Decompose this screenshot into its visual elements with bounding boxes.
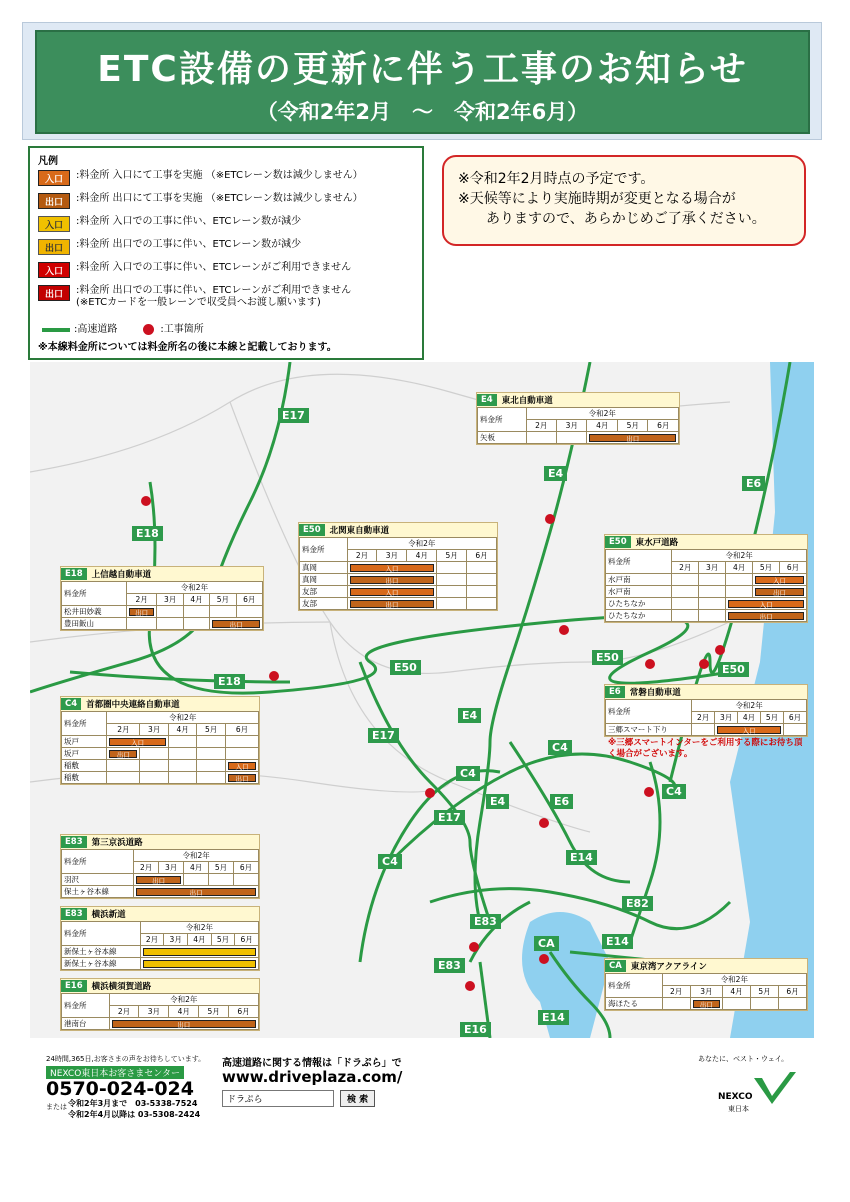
- year-header: 令和2年: [692, 700, 807, 712]
- month-header: 5月: [437, 550, 467, 562]
- site-dot-icon: [465, 981, 475, 991]
- e6-warning: ※三郷スマートインターをご利用する際にお待ち頂く場合がございます。: [608, 738, 803, 759]
- table-row: [606, 724, 807, 736]
- table-row: [62, 886, 259, 898]
- station-name: 保土ヶ谷本線: [62, 886, 134, 898]
- alt-label: または: [46, 1103, 67, 1111]
- work-period-bar: 出口: [728, 612, 804, 620]
- month-header: 6月: [225, 724, 258, 736]
- work-period-bar: 入口: [228, 762, 256, 770]
- route-badge: E18: [61, 568, 87, 580]
- alt-phone-1: 令和2年3月まで 03-5338-7524: [68, 1099, 198, 1108]
- route-label: C4: [662, 784, 686, 799]
- work-period-bar: 出口: [112, 1020, 256, 1028]
- station-name: 真岡: [300, 574, 348, 586]
- work-period-bar: 出口: [129, 608, 155, 616]
- work-period-bar: [143, 948, 256, 956]
- station-header: 料金所: [606, 550, 672, 574]
- table-row: [606, 586, 807, 598]
- route-label: E16: [460, 1022, 491, 1037]
- table-row: [62, 874, 259, 886]
- work-period-bar: [143, 960, 256, 968]
- station-header: 料金所: [62, 712, 107, 736]
- table-row: [300, 562, 497, 574]
- legend-item: [38, 170, 414, 191]
- table-row: [606, 598, 807, 610]
- schedule-notice: [442, 155, 806, 246]
- site-label: :工事箇所: [160, 323, 204, 335]
- month-header: 5月: [761, 712, 784, 724]
- work-period-bar: 出口: [228, 774, 256, 782]
- month-header: 2月: [672, 562, 699, 574]
- road-line-icon: [42, 328, 70, 332]
- site-dot-icon: [699, 659, 709, 669]
- title-banner: [35, 30, 810, 134]
- table-row: [478, 432, 679, 444]
- work-period-bar: 出口: [136, 876, 181, 884]
- month-header: 5月: [209, 862, 234, 874]
- month-header: 6月: [235, 934, 259, 946]
- route-label: E82: [622, 896, 653, 911]
- schedule-table: [61, 849, 259, 898]
- work-period-bar: 出口: [350, 576, 435, 584]
- road-label: :高速道路: [74, 323, 118, 335]
- panel-header: [61, 979, 259, 993]
- station-name: ひたちなか: [606, 598, 672, 610]
- panel-header: [299, 523, 497, 537]
- route-badge: E50: [299, 524, 325, 536]
- route-label: E6: [742, 476, 765, 491]
- route-name: 首都圏中央連絡自動車道: [86, 700, 180, 710]
- notice-line: ありますので、あらかじめご了承ください。: [486, 211, 766, 227]
- station-header: 料金所: [62, 582, 127, 606]
- route-label: E14: [538, 1010, 569, 1025]
- month-header: 5月: [211, 934, 235, 946]
- station-header: 料金所: [62, 994, 110, 1018]
- month-header: 4月: [726, 562, 753, 574]
- route-label: E18: [132, 526, 163, 541]
- station-name: 松井田妙義: [62, 606, 127, 618]
- table-row: [300, 574, 497, 586]
- nexco-logo-sub: 東日本: [728, 1105, 749, 1113]
- year-header: 令和2年: [134, 850, 259, 862]
- station-name: 羽沢: [62, 874, 134, 886]
- month-header: 5月: [750, 986, 778, 998]
- route-label: E50: [390, 660, 421, 675]
- station-name: 三郷スマート下り: [606, 724, 692, 736]
- table-row: [62, 736, 259, 748]
- schedule-panel: [60, 566, 264, 631]
- route-name: 東北自動車道: [501, 396, 553, 406]
- schedule-table: [605, 973, 807, 1010]
- month-header: 2月: [134, 862, 159, 874]
- table-row: [300, 598, 497, 610]
- info-text: 高速道路に関する情報は「ドラぷら」で: [222, 1058, 402, 1069]
- year-header: 令和2年: [347, 538, 496, 550]
- month-header: 2月: [347, 550, 377, 562]
- table-row: [606, 610, 807, 622]
- station-name: 矢板: [478, 432, 527, 444]
- legend-item: [38, 262, 414, 283]
- work-period-bar: 入口: [728, 600, 804, 608]
- site-dot-icon: [644, 787, 654, 797]
- site-dot-icon: [141, 496, 151, 506]
- month-header: 3月: [699, 562, 726, 574]
- month-header: 4月: [188, 934, 212, 946]
- notice-line: ※令和2年2月時点の予定です。: [458, 171, 655, 187]
- month-header: 4月: [169, 1006, 199, 1018]
- route-label: CA: [534, 936, 559, 951]
- month-header: 6月: [780, 562, 807, 574]
- site-dot-icon: [269, 671, 279, 681]
- route-map: [30, 362, 814, 1038]
- panel-header: [61, 835, 259, 849]
- route-badge: E50: [605, 536, 631, 548]
- panel-header: [61, 907, 259, 921]
- site-url[interactable]: www.driveplaza.com/: [222, 1068, 403, 1086]
- month-header: 2月: [109, 1006, 139, 1018]
- station-name: 豊田飯山: [62, 618, 127, 630]
- station-name: 友部: [300, 598, 348, 610]
- site-dot-icon: [539, 818, 549, 828]
- legend-item: [38, 193, 414, 214]
- year-header: 令和2年: [672, 550, 807, 562]
- site-dot-icon: [545, 514, 555, 524]
- work-period-bar: 入口: [350, 588, 435, 596]
- work-period-bar: 出口: [350, 600, 435, 608]
- table-row: [62, 606, 263, 618]
- schedule-table: [605, 699, 807, 736]
- route-label: E50: [718, 662, 749, 677]
- legend-badge: 出口: [38, 193, 70, 209]
- site-dot-icon: [425, 788, 435, 798]
- month-header: 3月: [139, 1006, 169, 1018]
- station-name: 水戸南: [606, 586, 672, 598]
- page-title: ETC設備の更新に伴う工事のお知らせ: [97, 49, 748, 90]
- station-name: 坂戸: [62, 736, 107, 748]
- legend-footnote: ※本線料金所については料金所名の後に本線と記載しております。: [38, 342, 337, 353]
- route-label: E4: [486, 794, 509, 809]
- month-header: 4月: [183, 594, 209, 606]
- work-period-bar: 出口: [589, 434, 676, 442]
- period-subtitle: （令和2年2月 ～ 令和2年6月）: [256, 100, 589, 124]
- station-name: 稲敷: [62, 760, 107, 772]
- station-name: 稲敷: [62, 772, 107, 784]
- month-header: 2月: [662, 986, 690, 998]
- panel-header: [61, 567, 263, 581]
- site-dot-icon: [539, 954, 549, 964]
- panel-header: [61, 697, 259, 711]
- route-label: C4: [378, 854, 402, 869]
- station-header: 料金所: [606, 700, 692, 724]
- route-name: 東京湾アクアライン: [630, 962, 707, 972]
- schedule-table: [605, 549, 807, 622]
- route-label: E4: [544, 466, 567, 481]
- legend-item: [38, 239, 414, 260]
- route-badge: C4: [61, 698, 81, 710]
- table-row: [62, 748, 259, 760]
- station-name: 港南台: [62, 1018, 110, 1030]
- legend-text: :料金所 出口にて工事を実施 （※ETCレーン数は減少しません）: [76, 193, 363, 204]
- site-dot-icon: [143, 324, 154, 335]
- month-header: 3月: [690, 986, 722, 998]
- month-header: 6月: [783, 712, 806, 724]
- legend-badge: 入口: [38, 170, 70, 186]
- route-name: 東水戸道路: [635, 538, 679, 548]
- schedule-panel: [60, 978, 260, 1031]
- schedule-table: [299, 537, 497, 610]
- panel-header: [605, 959, 807, 973]
- schedule-table: [61, 993, 259, 1030]
- table-row: [606, 574, 807, 586]
- month-header: 2月: [140, 934, 164, 946]
- station-header: 料金所: [478, 408, 527, 432]
- station-name: 坂戸: [62, 748, 107, 760]
- month-header: 3月: [557, 420, 587, 432]
- legend-title: 凡例: [38, 156, 58, 167]
- route-name: 第三京浜道路: [91, 838, 143, 848]
- route-label: E17: [278, 408, 309, 423]
- legend-text: :料金所 入口での工事に伴い、ETCレーン数が減少: [76, 216, 302, 227]
- route-label: E83: [470, 914, 501, 929]
- month-header: 3月: [377, 550, 407, 562]
- route-name: 上信越自動車道: [91, 570, 152, 580]
- route-label: E17: [368, 728, 399, 743]
- work-period-bar: 入口: [717, 726, 781, 734]
- work-period-bar: 出口: [693, 1000, 720, 1008]
- year-header: 令和2年: [662, 974, 806, 986]
- alt-phone-2: 令和2年4月以降は 03-5308-2424: [68, 1110, 201, 1119]
- legend-text: :料金所 入口にて工事を実施 （※ETCレーン数は減少しません）: [76, 170, 363, 181]
- panel-header: [605, 535, 807, 549]
- table-row: [62, 958, 259, 970]
- station-name: 水戸南: [606, 574, 672, 586]
- center-name: NEXCO東日本お客さまセンター: [46, 1066, 184, 1079]
- schedule-panel: [604, 958, 808, 1011]
- route-badge: E4: [477, 394, 497, 406]
- station-header: 料金所: [62, 922, 141, 946]
- schedule-panel: [476, 392, 680, 445]
- month-header: 3月: [164, 934, 188, 946]
- month-header: 4月: [168, 724, 197, 736]
- search-button[interactable]: 検 索: [340, 1090, 375, 1107]
- legend-item: [38, 285, 414, 317]
- year-header: 令和2年: [126, 582, 262, 594]
- notice-line: ※天候等により実施時期が変更となる場合が: [458, 191, 736, 207]
- schedule-panel: [604, 684, 808, 737]
- month-header: 6月: [236, 594, 262, 606]
- legend-text: :料金所 出口での工事に伴い、ETCレーン数が減少: [76, 239, 302, 250]
- schedule-panel: [60, 696, 260, 785]
- nexco-logo-icon: [750, 1068, 800, 1108]
- legend-badge: 入口: [38, 262, 70, 278]
- schedule-panel: [60, 906, 260, 971]
- route-label: C4: [548, 740, 572, 755]
- month-header: 2月: [126, 594, 157, 606]
- table-row: [62, 760, 259, 772]
- work-period-bar: 入口: [755, 576, 804, 584]
- table-row: [62, 946, 259, 958]
- legend-item: [38, 216, 414, 237]
- month-header: 4月: [184, 862, 209, 874]
- station-header: 料金所: [62, 850, 134, 874]
- legend-box: [28, 146, 424, 360]
- route-label: E14: [602, 934, 633, 949]
- route-name: 常磐自動車道: [629, 688, 681, 698]
- station-header: 料金所: [300, 538, 348, 562]
- station-name: 新保土ヶ谷本線: [62, 946, 141, 958]
- month-header: 4月: [587, 420, 617, 432]
- route-badge: E83: [61, 836, 87, 848]
- month-header: 4月: [723, 986, 751, 998]
- year-header: 令和2年: [526, 408, 678, 420]
- route-label: C4: [456, 766, 480, 781]
- work-period-bar: 入口: [109, 738, 166, 746]
- nexco-logo: NEXCO: [718, 1092, 753, 1102]
- phone-number: 0570-024-024: [46, 1078, 194, 1100]
- panel-header: [605, 685, 807, 699]
- month-header: 2月: [692, 712, 715, 724]
- legend-badge: 出口: [38, 285, 70, 301]
- month-header: 3月: [140, 724, 169, 736]
- panel-header: [477, 393, 679, 407]
- month-header: 5月: [199, 1006, 229, 1018]
- schedule-panel: [604, 534, 808, 623]
- route-label: E14: [566, 850, 597, 865]
- schedule-table: [61, 711, 259, 784]
- table-row: [62, 1018, 259, 1030]
- work-period-bar: 出口: [136, 888, 256, 896]
- schedule-table: [61, 581, 263, 630]
- year-header: 令和2年: [140, 922, 258, 934]
- route-name: 横浜横須賀道路: [91, 982, 152, 992]
- hours-text: 24時間,365日,お客さまの声をお待ちしています。: [46, 1055, 206, 1063]
- station-name: 海ほたる: [606, 998, 663, 1010]
- table-row: [62, 772, 259, 784]
- station-name: ひたちなか: [606, 610, 672, 622]
- station-header: 料金所: [606, 974, 663, 998]
- route-name: 北関東自動車道: [329, 526, 390, 536]
- month-header: 5月: [617, 420, 647, 432]
- legend-text: :料金所 入口での工事に伴い、ETCレーンがご利用できません: [76, 262, 352, 273]
- station-name: 友部: [300, 586, 348, 598]
- month-header: 6月: [648, 420, 679, 432]
- route-badge: CA: [605, 960, 626, 972]
- month-header: 5月: [753, 562, 780, 574]
- month-header: 6月: [467, 550, 497, 562]
- route-badge: E83: [61, 908, 87, 920]
- schedule-panel: [298, 522, 498, 611]
- schedule-panel: [60, 834, 260, 899]
- station-name: 真岡: [300, 562, 348, 574]
- year-header: 令和2年: [107, 712, 259, 724]
- table-row: [606, 998, 807, 1010]
- table-row: [300, 586, 497, 598]
- month-header: 6月: [229, 1006, 259, 1018]
- route-badge: E16: [61, 980, 87, 992]
- footer: [30, 1048, 814, 1120]
- month-header: 6月: [234, 862, 259, 874]
- legend-badge: 入口: [38, 216, 70, 232]
- month-header: 3月: [715, 712, 738, 724]
- month-header: 3月: [157, 594, 183, 606]
- station-name: 新保土ヶ谷本線: [62, 958, 141, 970]
- route-label: E4: [458, 708, 481, 723]
- month-header: 4月: [738, 712, 761, 724]
- route-label: E6: [550, 794, 573, 809]
- work-period-bar: 出口: [755, 588, 804, 596]
- site-dot-icon: [715, 645, 725, 655]
- search-input[interactable]: ドラぷら: [222, 1090, 334, 1107]
- work-period-bar: 出口: [109, 750, 137, 758]
- schedule-table: [477, 407, 679, 444]
- route-badge: E6: [605, 686, 625, 698]
- legend-subnote: (※ETCカードを一般レーンで収受員へお渡し願います): [76, 297, 321, 308]
- slogan: あなたに、ベスト・ウェイ。: [698, 1055, 789, 1063]
- month-header: 5月: [210, 594, 236, 606]
- month-header: 3月: [159, 862, 184, 874]
- month-header: 2月: [107, 724, 140, 736]
- route-label: E50: [592, 650, 623, 665]
- work-period-bar: 出口: [212, 620, 260, 628]
- site-dot-icon: [469, 942, 479, 952]
- route-label: E17: [434, 810, 465, 825]
- legend-text: :料金所 出口での工事に伴い、ETCレーンがご利用できません: [76, 285, 352, 296]
- route-name: 横浜新道: [91, 910, 126, 920]
- month-header: 6月: [778, 986, 806, 998]
- site-dot-icon: [559, 625, 569, 635]
- year-header: 令和2年: [109, 994, 258, 1006]
- schedule-table: [61, 921, 259, 970]
- month-header: 5月: [197, 724, 226, 736]
- legend-symbols: [38, 319, 414, 340]
- month-header: 2月: [526, 420, 556, 432]
- work-period-bar: 入口: [350, 564, 435, 572]
- table-row: [62, 618, 263, 630]
- route-label: E18: [214, 674, 245, 689]
- month-header: 4月: [407, 550, 437, 562]
- route-label: E83: [434, 958, 465, 973]
- legend-badge: 出口: [38, 239, 70, 255]
- site-dot-icon: [645, 659, 655, 669]
